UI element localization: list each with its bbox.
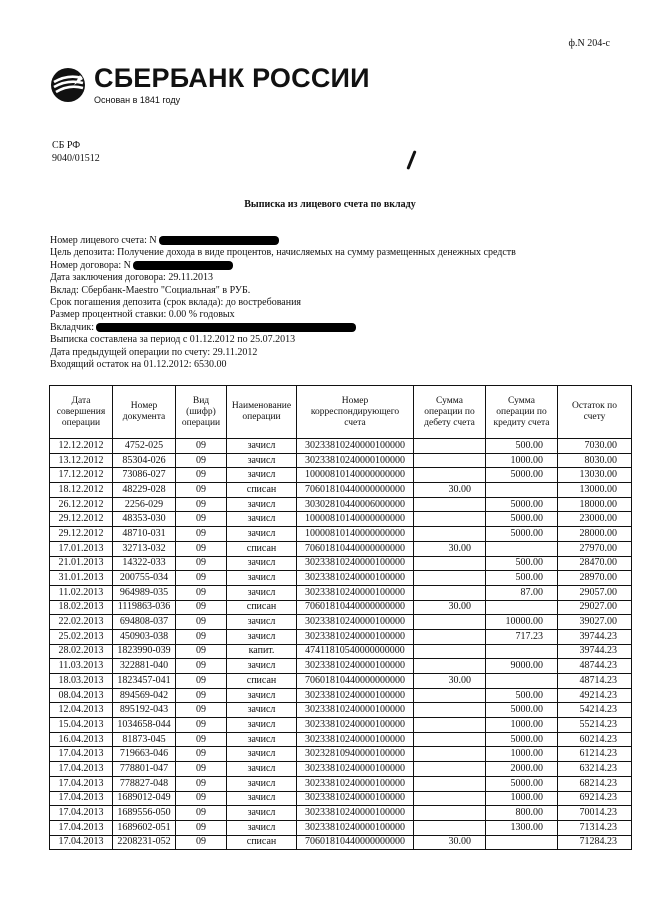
credit-cell: 500.00 (486, 556, 558, 571)
credit-cell: 1000.00 (486, 453, 558, 468)
op-code-cell: 09 (176, 732, 227, 747)
doc-number-cell: 778801-047 (113, 762, 176, 777)
doc-number-cell: 719663-046 (113, 747, 176, 762)
doc-number-cell: 32713-032 (113, 541, 176, 556)
op-name-cell: зачисл (227, 747, 297, 762)
corr-account-cell: 30233810240000100000 (297, 659, 414, 674)
op-name-cell: зачисл (227, 556, 297, 571)
credit-cell: 1000.00 (486, 718, 558, 733)
corr-account-cell: 47411810540000000000 (297, 644, 414, 659)
corr-account-cell: 30233810240000100000 (297, 732, 414, 747)
doc-number-cell: 48229-028 (113, 483, 176, 498)
table-row (50, 659, 632, 674)
date-cell: 11.03.2013 (50, 659, 113, 674)
credit-cell (486, 483, 558, 498)
doc-number-cell: 1689556-050 (113, 806, 176, 821)
op-code-cell: 09 (176, 585, 227, 600)
purpose-line: Цель депозита: Получение дохода в виде процентов, начисляемых на сумму размещенных денежных средств (50, 247, 516, 259)
doc-number-cell: 1119863-036 (113, 600, 176, 615)
table-row (50, 483, 632, 498)
doc-number-cell: 2208231-052 (113, 835, 176, 850)
op-code-cell: 09 (176, 718, 227, 733)
op-code-cell: 09 (176, 747, 227, 762)
op-name-cell: зачисл (227, 527, 297, 542)
doc-number-cell: 48353-030 (113, 512, 176, 527)
table-row (50, 453, 632, 468)
table-row (50, 762, 632, 777)
op-code-cell: 09 (176, 776, 227, 791)
balance-cell: 13030.00 (558, 468, 632, 483)
op-name-cell: зачисл (227, 806, 297, 821)
date-cell: 08.04.2013 (50, 688, 113, 703)
doc-number-cell: 895192-043 (113, 703, 176, 718)
date-cell: 17.01.2013 (50, 541, 113, 556)
doc-number-cell: 73086-027 (113, 468, 176, 483)
op-name-cell: зачисл (227, 820, 297, 835)
date-cell: 26.12.2012 (50, 497, 113, 512)
debit-cell (414, 791, 486, 806)
credit-cell: 500.00 (486, 688, 558, 703)
doc-number-cell: 14322-033 (113, 556, 176, 571)
credit-cell: 500.00 (486, 571, 558, 586)
balance-cell: 63214.23 (558, 762, 632, 777)
op-code-cell: 09 (176, 806, 227, 821)
debit-cell (414, 732, 486, 747)
account-info (50, 235, 516, 371)
credit-cell: 1300.00 (486, 820, 558, 835)
op-name-cell: зачисл (227, 629, 297, 644)
op-code-cell: 09 (176, 674, 227, 689)
doc-number-cell: 1823990-039 (113, 644, 176, 659)
balance-cell: 18000.00 (558, 497, 632, 512)
op-code-cell: 09 (176, 762, 227, 777)
opening-balance-line: Входящий остаток на 01.12.2012: 6530.00 (50, 359, 227, 371)
corr-account-cell: 30233810240000100000 (297, 585, 414, 600)
op-code-cell: 09 (176, 600, 227, 615)
corr-account-cell: 70601810440000000000 (297, 600, 414, 615)
corr-account-cell: 30233810240000100000 (297, 615, 414, 630)
debit-cell (414, 497, 486, 512)
doc-number-cell: 85304-026 (113, 453, 176, 468)
credit-cell (486, 644, 558, 659)
balance-cell: 70014.23 (558, 806, 632, 821)
corr-account-cell: 30233810240000100000 (297, 688, 414, 703)
doc-number-cell: 694808-037 (113, 615, 176, 630)
date-cell: 17.04.2013 (50, 835, 113, 850)
credit-cell: 500.00 (486, 439, 558, 454)
corr-account-cell: 30233810240000100000 (297, 776, 414, 791)
corr-account-cell: 30233810240000100000 (297, 762, 414, 777)
date-cell: 12.12.2012 (50, 439, 113, 454)
corr-account-cell: 30233810240000100000 (297, 806, 414, 821)
credit-cell: 9000.00 (486, 659, 558, 674)
corr-account-cell: 70601810440000000000 (297, 483, 414, 498)
table-row (50, 747, 632, 762)
balance-cell: 48714.23 (558, 674, 632, 689)
credit-cell: 87.00 (486, 585, 558, 600)
debit-cell (414, 659, 486, 674)
credit-cell: 2000.00 (486, 762, 558, 777)
contract-number-line: Номер договора: N (50, 260, 516, 272)
table-row (50, 527, 632, 542)
date-cell: 17.04.2013 (50, 820, 113, 835)
op-name-cell: зачисл (227, 571, 297, 586)
bank-name: СБЕРБАНК РОССИИ (94, 63, 370, 93)
balance-cell: 29057.00 (558, 585, 632, 600)
op-name-cell: зачисл (227, 776, 297, 791)
balance-cell: 13000.00 (558, 483, 632, 498)
contract-date-line: Дата заключения договора: 29.11.2013 (50, 272, 213, 284)
doc-number-cell: 450903-038 (113, 629, 176, 644)
date-cell: 31.01.2013 (50, 571, 113, 586)
debit-cell (414, 468, 486, 483)
table-row (50, 732, 632, 747)
op-name-cell: списан (227, 541, 297, 556)
table-row (50, 512, 632, 527)
corr-account-cell: 30233810240000100000 (297, 439, 414, 454)
debit-cell (414, 776, 486, 791)
op-name-cell: зачисл (227, 732, 297, 747)
debit-cell: 30.00 (414, 600, 486, 615)
date-cell: 17.04.2013 (50, 806, 113, 821)
date-cell: 17.04.2013 (50, 747, 113, 762)
op-code-cell: 09 (176, 541, 227, 556)
op-name-cell: зачисл (227, 762, 297, 777)
debit-cell (414, 629, 486, 644)
table-row (50, 600, 632, 615)
credit-cell (486, 674, 558, 689)
column-header: Наименование операции (227, 386, 297, 439)
balance-cell: 7030.00 (558, 439, 632, 454)
date-cell: 18.12.2012 (50, 483, 113, 498)
date-cell: 12.04.2013 (50, 703, 113, 718)
table-row (50, 776, 632, 791)
corr-account-cell: 10000810140000000000 (297, 468, 414, 483)
table-row (50, 835, 632, 850)
balance-cell: 49214.23 (558, 688, 632, 703)
corr-account-cell: 10000810140000000000 (297, 512, 414, 527)
debit-cell (414, 439, 486, 454)
op-code-cell: 09 (176, 644, 227, 659)
table-row (50, 571, 632, 586)
statement-table (49, 385, 632, 850)
doc-number-cell: 1823457-041 (113, 674, 176, 689)
debit-cell (414, 527, 486, 542)
date-cell: 17.04.2013 (50, 791, 113, 806)
corr-account-cell: 30233810240000100000 (297, 629, 414, 644)
table-row (50, 718, 632, 733)
op-code-cell: 09 (176, 688, 227, 703)
table-row (50, 615, 632, 630)
document-title: Выписка из лицевого счета по вкладу (244, 199, 416, 210)
op-name-cell: зачисл (227, 585, 297, 600)
redaction (159, 236, 279, 245)
table-row (50, 629, 632, 644)
depositor-line: Вкладчик: (50, 322, 516, 334)
account-number-line: Номер лицевого счета: N (50, 235, 516, 247)
doc-number-cell: 1689602-051 (113, 820, 176, 835)
bank-founded: Основан в 1841 году (94, 95, 181, 105)
date-cell: 17.12.2012 (50, 468, 113, 483)
redaction (96, 323, 356, 332)
credit-cell: 717.23 (486, 629, 558, 644)
debit-cell (414, 512, 486, 527)
term-line: Срок погашения депозита (срок вклада): до востребования (50, 297, 302, 309)
column-header: Остаток по счету (558, 386, 632, 439)
table-row (50, 468, 632, 483)
op-name-cell: зачисл (227, 497, 297, 512)
op-name-cell: зачисл (227, 718, 297, 733)
date-cell: 17.04.2013 (50, 762, 113, 777)
balance-cell: 55214.23 (558, 718, 632, 733)
debit-cell (414, 747, 486, 762)
doc-number-cell: 81873-045 (113, 732, 176, 747)
doc-number-cell: 778827-048 (113, 776, 176, 791)
table-row (50, 439, 632, 454)
debit-cell (414, 762, 486, 777)
corr-account-cell: 30233810240000100000 (297, 453, 414, 468)
table-row (50, 703, 632, 718)
balance-cell: 71314.23 (558, 820, 632, 835)
credit-cell: 10000.00 (486, 615, 558, 630)
date-cell: 15.04.2013 (50, 718, 113, 733)
op-code-cell: 09 (176, 556, 227, 571)
balance-cell: 39744.23 (558, 629, 632, 644)
date-cell: 29.12.2012 (50, 527, 113, 542)
rate-line: Размер процентной ставки: 0.00 % годовых (50, 309, 235, 321)
bank-logo (48, 64, 370, 105)
op-name-cell: зачисл (227, 703, 297, 718)
debit-cell (414, 820, 486, 835)
balance-cell: 71284.23 (558, 835, 632, 850)
date-cell: 18.02.2013 (50, 600, 113, 615)
debit-cell (414, 556, 486, 571)
balance-cell: 61214.23 (558, 747, 632, 762)
op-code-cell: 09 (176, 527, 227, 542)
table-row (50, 497, 632, 512)
date-cell: 21.01.2013 (50, 556, 113, 571)
debit-cell (414, 644, 486, 659)
balance-cell: 39744.23 (558, 644, 632, 659)
debit-cell (414, 806, 486, 821)
table-header-row (50, 386, 632, 439)
op-name-cell: зачисл (227, 453, 297, 468)
doc-number-cell: 964989-035 (113, 585, 176, 600)
sberbank-emblem-icon (48, 65, 88, 105)
debit-cell: 30.00 (414, 674, 486, 689)
credit-cell: 5000.00 (486, 512, 558, 527)
op-name-cell: зачисл (227, 615, 297, 630)
date-cell: 17.04.2013 (50, 776, 113, 791)
op-code-cell: 09 (176, 629, 227, 644)
previous-operation-line: Дата предыдущей операции по счету: 29.11.2012 (50, 346, 258, 358)
balance-cell: 60214.23 (558, 732, 632, 747)
doc-number-cell: 1689012-049 (113, 791, 176, 806)
balance-cell: 23000.00 (558, 512, 632, 527)
balance-cell: 39027.00 (558, 615, 632, 630)
table-row (50, 674, 632, 689)
table-row (50, 556, 632, 571)
balance-cell: 54214.23 (558, 703, 632, 718)
doc-number-cell: 322881-040 (113, 659, 176, 674)
op-code-cell: 09 (176, 659, 227, 674)
corr-account-cell: 30233810240000100000 (297, 718, 414, 733)
date-cell: 28.02.2013 (50, 644, 113, 659)
debit-cell (414, 688, 486, 703)
corr-account-cell: 30233810240000100000 (297, 703, 414, 718)
pen-mark (406, 150, 416, 170)
branch-code: 9040/01512 (52, 153, 100, 164)
credit-cell: 1000.00 (486, 747, 558, 762)
date-cell: 11.02.2013 (50, 585, 113, 600)
table-row (50, 806, 632, 821)
doc-number-cell: 200755-034 (113, 571, 176, 586)
balance-cell: 8030.00 (558, 453, 632, 468)
balance-cell: 28000.00 (558, 527, 632, 542)
balance-cell: 48744.23 (558, 659, 632, 674)
op-name-cell: зачисл (227, 659, 297, 674)
op-name-cell: зачисл (227, 688, 297, 703)
column-header: Сумма операции по кредиту счета (486, 386, 558, 439)
branch-name: СБ РФ (52, 140, 81, 151)
balance-cell: 68214.23 (558, 776, 632, 791)
balance-cell: 29027.00 (558, 600, 632, 615)
corr-account-cell: 30233810240000100000 (297, 556, 414, 571)
column-header: Вид (шифр) операции (176, 386, 227, 439)
credit-cell: 5000.00 (486, 732, 558, 747)
balance-cell: 69214.23 (558, 791, 632, 806)
debit-cell (414, 571, 486, 586)
corr-account-cell: 70601810440000000000 (297, 835, 414, 850)
column-header: Номер документа (113, 386, 176, 439)
date-cell: 25.02.2013 (50, 629, 113, 644)
op-code-cell: 09 (176, 439, 227, 454)
table-row (50, 541, 632, 556)
op-code-cell: 09 (176, 615, 227, 630)
balance-cell: 28970.00 (558, 571, 632, 586)
op-name-cell: списан (227, 483, 297, 498)
debit-cell (414, 703, 486, 718)
op-code-cell: 09 (176, 820, 227, 835)
op-code-cell: 09 (176, 497, 227, 512)
op-name-cell: зачисл (227, 439, 297, 454)
corr-account-cell: 30232810940000100000 (297, 747, 414, 762)
op-name-cell: списан (227, 600, 297, 615)
date-cell: 29.12.2012 (50, 512, 113, 527)
date-cell: 18.03.2013 (50, 674, 113, 689)
credit-cell: 800.00 (486, 806, 558, 821)
branch-info (52, 139, 100, 165)
op-code-cell: 09 (176, 468, 227, 483)
debit-cell (414, 718, 486, 733)
op-name-cell: зачисл (227, 791, 297, 806)
op-code-cell: 09 (176, 703, 227, 718)
balance-cell: 27970.00 (558, 541, 632, 556)
doc-number-cell: 4752-025 (113, 439, 176, 454)
debit-cell: 30.00 (414, 483, 486, 498)
doc-number-cell: 2256-029 (113, 497, 176, 512)
credit-cell: 5000.00 (486, 497, 558, 512)
table-row (50, 585, 632, 600)
corr-account-cell: 30233810240000100000 (297, 571, 414, 586)
table-row (50, 820, 632, 835)
debit-cell (414, 453, 486, 468)
corr-account-cell: 70601810440000000000 (297, 541, 414, 556)
table-row (50, 644, 632, 659)
op-name-cell: зачисл (227, 512, 297, 527)
credit-cell: 5000.00 (486, 527, 558, 542)
doc-number-cell: 48710-031 (113, 527, 176, 542)
table-row (50, 791, 632, 806)
date-cell: 13.12.2012 (50, 453, 113, 468)
credit-cell: 5000.00 (486, 703, 558, 718)
balance-cell: 28470.00 (558, 556, 632, 571)
doc-number-cell: 1034658-044 (113, 718, 176, 733)
op-code-cell: 09 (176, 571, 227, 586)
period-line: Выписка составлена за период с 01.12.2012 по 25.07.2013 (50, 334, 296, 346)
corr-account-cell: 70601810440000000000 (297, 674, 414, 689)
op-code-cell: 09 (176, 512, 227, 527)
corr-account-cell: 10000810140000000000 (297, 527, 414, 542)
corr-account-cell: 30302810440006000000 (297, 497, 414, 512)
op-name-cell: списан (227, 674, 297, 689)
op-name-cell: списан (227, 835, 297, 850)
credit-cell: 5000.00 (486, 468, 558, 483)
column-header: Номер корреспондирующего счета (297, 386, 414, 439)
date-cell: 16.04.2013 (50, 732, 113, 747)
op-code-cell: 09 (176, 835, 227, 850)
credit-cell (486, 600, 558, 615)
debit-cell: 30.00 (414, 541, 486, 556)
credit-cell: 5000.00 (486, 776, 558, 791)
table-row (50, 688, 632, 703)
credit-cell (486, 541, 558, 556)
form-code: ф.N 204-с (568, 38, 610, 49)
op-name-cell: зачисл (227, 468, 297, 483)
debit-cell (414, 615, 486, 630)
deposit-type-line: Вклад: Сбербанк-Maestro "Социальная" в РУБ. (50, 284, 251, 296)
debit-cell (414, 585, 486, 600)
corr-account-cell: 30233810240000100000 (297, 791, 414, 806)
op-code-cell: 09 (176, 791, 227, 806)
column-header: Сумма операции по дебету счета (414, 386, 486, 439)
redaction (133, 261, 233, 270)
credit-cell (486, 835, 558, 850)
doc-number-cell: 894569-042 (113, 688, 176, 703)
op-name-cell: капит. (227, 644, 297, 659)
corr-account-cell: 30233810240000100000 (297, 820, 414, 835)
debit-cell: 30.00 (414, 835, 486, 850)
op-code-cell: 09 (176, 483, 227, 498)
column-header: Дата совершения операции (50, 386, 113, 439)
date-cell: 22.02.2013 (50, 615, 113, 630)
credit-cell: 1000.00 (486, 791, 558, 806)
op-code-cell: 09 (176, 453, 227, 468)
